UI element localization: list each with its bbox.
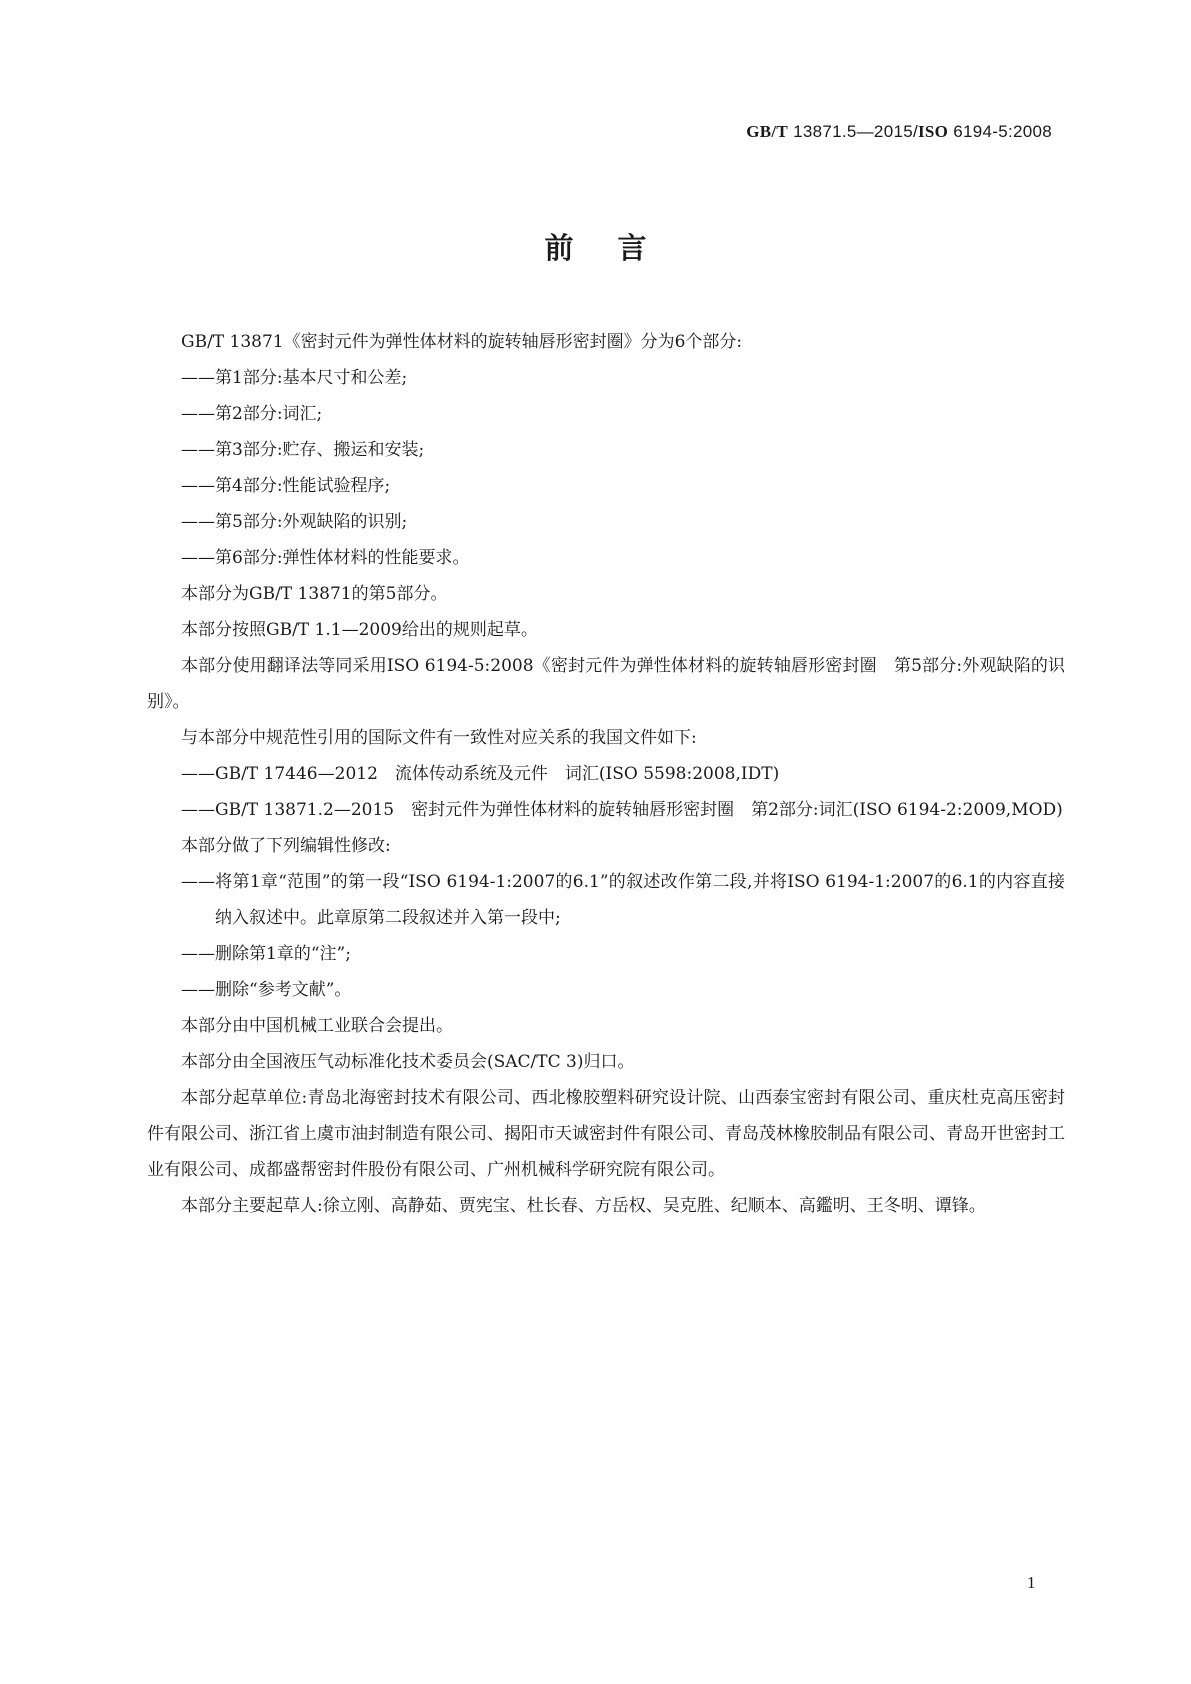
list-item-part-5: ——第5部分:外观缺陷的识别;	[181, 512, 408, 532]
list-item-edit-3: ——删除“参考文献”。	[181, 980, 352, 1000]
list-item-part-2: ——第2部分:词汇;	[181, 404, 323, 424]
paragraph-edits-intro: 本部分做了下列编辑性修改:	[181, 836, 391, 856]
foreword-body	[147, 324, 1065, 1224]
page-title: 前言	[544, 231, 691, 265]
list-item-part-6: ——第6部分:弹性体材料的性能要求。	[181, 548, 470, 568]
document-code	[746, 122, 1052, 142]
list-item-edit-2: ——删除第1章的“注”;	[181, 944, 351, 964]
paragraph-adoption: 本部分使用翻译法等同采用ISO 6194-5:2008《密封元件为弹性体材料的旋转轴唇形密封圈 第5部分:外观缺陷的识别》。	[147, 656, 1065, 712]
code-iso: ISO	[917, 122, 949, 141]
list-item-part-3: ——第3部分:贮存、搬运和安装;	[181, 440, 425, 460]
paragraph-proposer: 本部分由中国机械工业联合会提出。	[181, 1016, 453, 1036]
paragraph-drafters: 本部分主要起草人:徐立刚、高静茹、贾宪宝、杜长春、方岳权、吴克胜、纪顺本、高鑑明、王冬明、谭锋。	[181, 1196, 986, 1216]
paragraph-references-intro: 与本部分中规范性引用的国际文件有一致性对应关系的我国文件如下:	[181, 728, 697, 748]
paragraph-part-number: 本部分为GB/T 13871的第5部分。	[181, 584, 448, 604]
paragraph-drafting-units: 本部分起草单位:青岛北海密封技术有限公司、西北橡胶塑料研究设计院、山西泰宝密封有限公司、重庆杜克高压密封件有限公司、浙江省上虞市油封制造有限公司、揭阳市天诚密封件有限公司、青岛茂林橡胶制品有限公司、青岛开世密封工业有限公司、成都盛帮密封件股份有限公司、广州机械科学研究院有限公司。	[147, 1088, 1065, 1180]
list-item-reference-2: ——GB/T 13871.2—2015 密封元件为弹性体材料的旋转轴唇形密封圈 第2部分:词汇(ISO 6194-2:2009,MOD)	[181, 800, 1063, 820]
code-number: 13871.5—2015/	[788, 122, 918, 141]
list-item-reference-1: ——GB/T 17446—2012 流体传动系统及元件 词汇(ISO 5598:2008,IDT)	[181, 764, 780, 784]
page-number: 1	[1027, 1573, 1036, 1592]
paragraph-parts-intro: GB/T 13871《密封元件为弹性体材料的旋转轴唇形密封圈》分为6个部分:	[181, 332, 743, 352]
list-item-part-4: ——第4部分:性能试验程序;	[181, 476, 391, 496]
list-item-edit-1: ——将第1章“范围”的第一段“ISO 6194-1:2007的6.1”的叙述改作第二段,并将ISO 6194-1:2007的6.1的内容直接纳入叙述中。此章原第二段叙述并入第一段中;	[181, 872, 1065, 928]
paragraph-technical-committee: 本部分由全国液压气动标准化技术委员会(SAC/TC 3)归口。	[181, 1052, 635, 1072]
code-iso-number: 6194-5:2008	[948, 122, 1052, 141]
paragraph-drafting-rules: 本部分按照GB/T 1.1—2009给出的规则起草。	[181, 620, 538, 640]
list-item-part-1: ——第1部分:基本尺寸和公差;	[181, 368, 408, 388]
code-gb: GB/T	[746, 122, 789, 141]
